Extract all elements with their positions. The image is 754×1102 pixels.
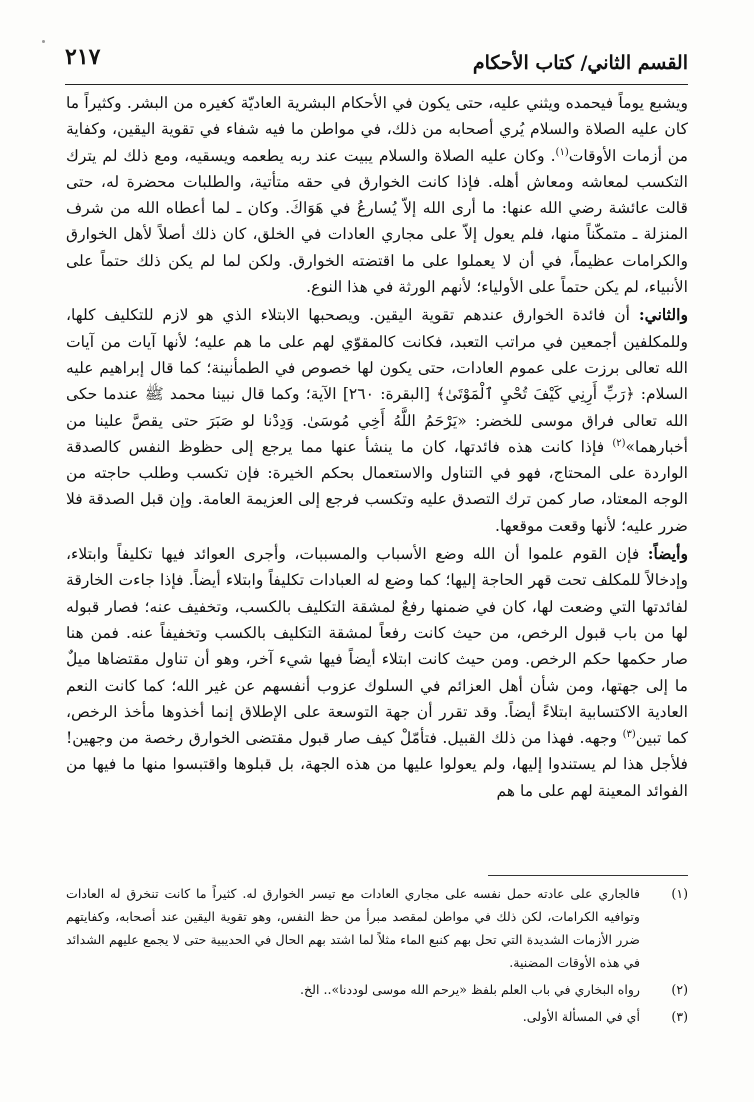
paragraph-3-text: فإن القوم علموا أن الله وضع الأسباب والمسببات، وأجرى العوائد فيها تكليفاً وابتلاء، وإدخالاً للمكلف تحت قهر الحاجة إليها؛ كما وضع له العبادات تكليفاً وابتلاء أيضاً. فإذا جاءت الخارقة لفائدتها التي وضعت لها، كان في ضمنها رفعٌ لمشقة التكليف بالكسب، وتخفيف عنه؛ فصار قبوله لها من باب قبول الرخص، من حيث كانت رفعاً لمشقة التكليف بالكسب وتخفيفاً عنه. فمن هنا صار حكمها حكم الرخص. ومن حيث كانت ابتلاء أيضاً فيها شيء آخر، وهو أن تناول مقتضاها ميلٌ ما إلى جهتها، ومن شأن أهل العزائم في السلوك عزوب أنفسهم عن غير الله؛ كما كانت النعم العادية الاكتسابية ابتلاءً أيضاً. وقد تقرر أن جهة التوسعة على الإطلاق إنما أخذوها مأخذ الرخص، كما تبين — [66, 545, 688, 748]
footnote-number: (١) — [671, 886, 688, 901]
paragraph-1 — [66, 90, 688, 300]
paragraph-3-rest: وجهه. فهذا من ذلك القبيل. فتأمّلْ كيف صار قبول مقتضى الخوارق رخصة من وجهين! فلأجل هذا لم يستندوا إليها، ولم يعولوا عليها من هذه الجهة، بل قبلوها واقتبسوا منها ما فيها من الفوائد المعينة لهم على ما هم — [66, 729, 688, 800]
paragraph-3 — [66, 541, 688, 804]
footnote-text: فالجاري على عادته حمل نفسه على مجاري العادات مع تيسر الخوارق له. كثيراً ما كانت تنخرق له العادات وتوافيه الكرامات، لكن ذلك في مواطن لمقصد مبرأ من حظ النفس، وهو تقوية اليقين عند أصحابه، وكفايتهم ضرر الأزمات الشديدة التي تحل بهم كنبع الماء مثلاً لما اشتد بهم الحال في الحديبية حتى لا يجمع عليهم الشدائد في هذه الأوقات المضنية. — [66, 886, 640, 970]
paragraph-2-text: أن فائدة الخوارق عندهم تقوية اليقين. ويصحبها الابتلاء الذي هو لازم للتكليف كلها، وللمكلفين أجمعين في مراتب التعبد، فكانت كالمقوّي لهم على ما هم عليه؛ لأنها آيات من آيات الله تعالى برزت على عموم العادات، حتى يكون لها خصوص في الطمأنينة؛ كما قال إبراهيم عليه السلام: ﴿رَبِّ أَرِنِي كَيْفَ تُحْيِ ٱلْمَوْتَىٰ﴾ [البقرة: ٢٦٠] الآية؛ وكما قال نبينا محمد ﷺ عندما حكى الله تعالى فراق موسى للخضر: «يَرْحَمُ اللَّهُ أَخِي مُوسَىٰ. وَدِدْنا لو صَبَرَ حتى يقصَّ علينا من أخبارهما» — [66, 306, 688, 456]
paragraph-3-lead: وأيضاً: — [647, 544, 688, 564]
running-header — [65, 38, 688, 85]
footnote-text: أي في المسألة الأولى. — [522, 1009, 640, 1024]
footnotes — [66, 882, 688, 1032]
paragraph-1-text: ويشبع يوماً فيحمده ويثني عليه، حتى يكون في الأحكام البشرية العاديّة كغيره من البشر. وكثيراً ما كان عليه الصلاة والسلام يُري أصحابه من ذلك، في مواطن ما فيه شفاء في تقوية اليقين، وكفاية من أزمات الأوقات — [66, 94, 688, 165]
paragraph-1-rest: . وكان عليه الصلاة والسلام يبيت عند ربه يطعمه ويسقيه، ومع ذلك لم يترك التكسب لمعاشه ومعاش أهله. فإذا كانت الخوارق في حقه متأتية، والطلبات محضرة له، حتى قالت عائشة رضي الله عنها: ما أرى الله إلاّ يُسارعُ في هَوَاكَ. وكان ـ لما أعطاه الله من شرف المنزلة ـ متمكّناً منها، فلم يعول إلاّ على مجاري العادات في الخلق، كان ذلك أصلاً لأهل الخوارق والكرامات عظيماً، في أن لا يعملوا على ما اقتضته الخوارق. ولكن لما لم يكن ذلك حتماً على الأنبياء، لم يكن حتماً على الأولياء؛ لأنهم الورثة في هذا النوع. — [66, 146, 688, 297]
main-text — [66, 90, 688, 804]
page-number: ٢١٧ — [65, 44, 101, 70]
header-title: القسم الثاني/ كتاب الأحكام — [472, 52, 688, 74]
footnote-divider — [488, 875, 688, 876]
footnote-ref-2[interactable]: (٢) — [612, 437, 626, 449]
footnote-number: (٣) — [671, 1009, 688, 1024]
footnote-item — [66, 978, 688, 1001]
footnote-item — [66, 1005, 688, 1028]
paragraph-2 — [66, 302, 688, 539]
footnote-number: (٢) — [671, 982, 688, 997]
margin-dot — [42, 40, 45, 43]
footnote-text: رواه البخاري في باب العلم بلفظ «يرحم الله موسى لوددنا».. الخ. — [300, 982, 640, 997]
footnote-item — [66, 882, 688, 974]
paragraph-2-rest: فإذا كانت هذه فائدتها، كان ما ينشأ عنها مما يرجع إلى حظوظ النفس كالصدقة الواردة على المحتاج، فهو في التناول والاستعمال بحكم الخيرة: فإن تكسب وطلب حاجته من الوجه المعتاد، صار كمن ترك التصدق عليه وتكسب فرجع إلى العزيمة العامة. وإن قبل الصدقة فلا ضرر عليه؛ لأنها وقعت موقعها. — [66, 437, 688, 535]
paragraph-2-lead: والثاني: — [638, 305, 688, 325]
footnote-ref-1[interactable]: (١) — [555, 146, 569, 158]
footnote-ref-3[interactable]: (٣) — [622, 728, 636, 740]
